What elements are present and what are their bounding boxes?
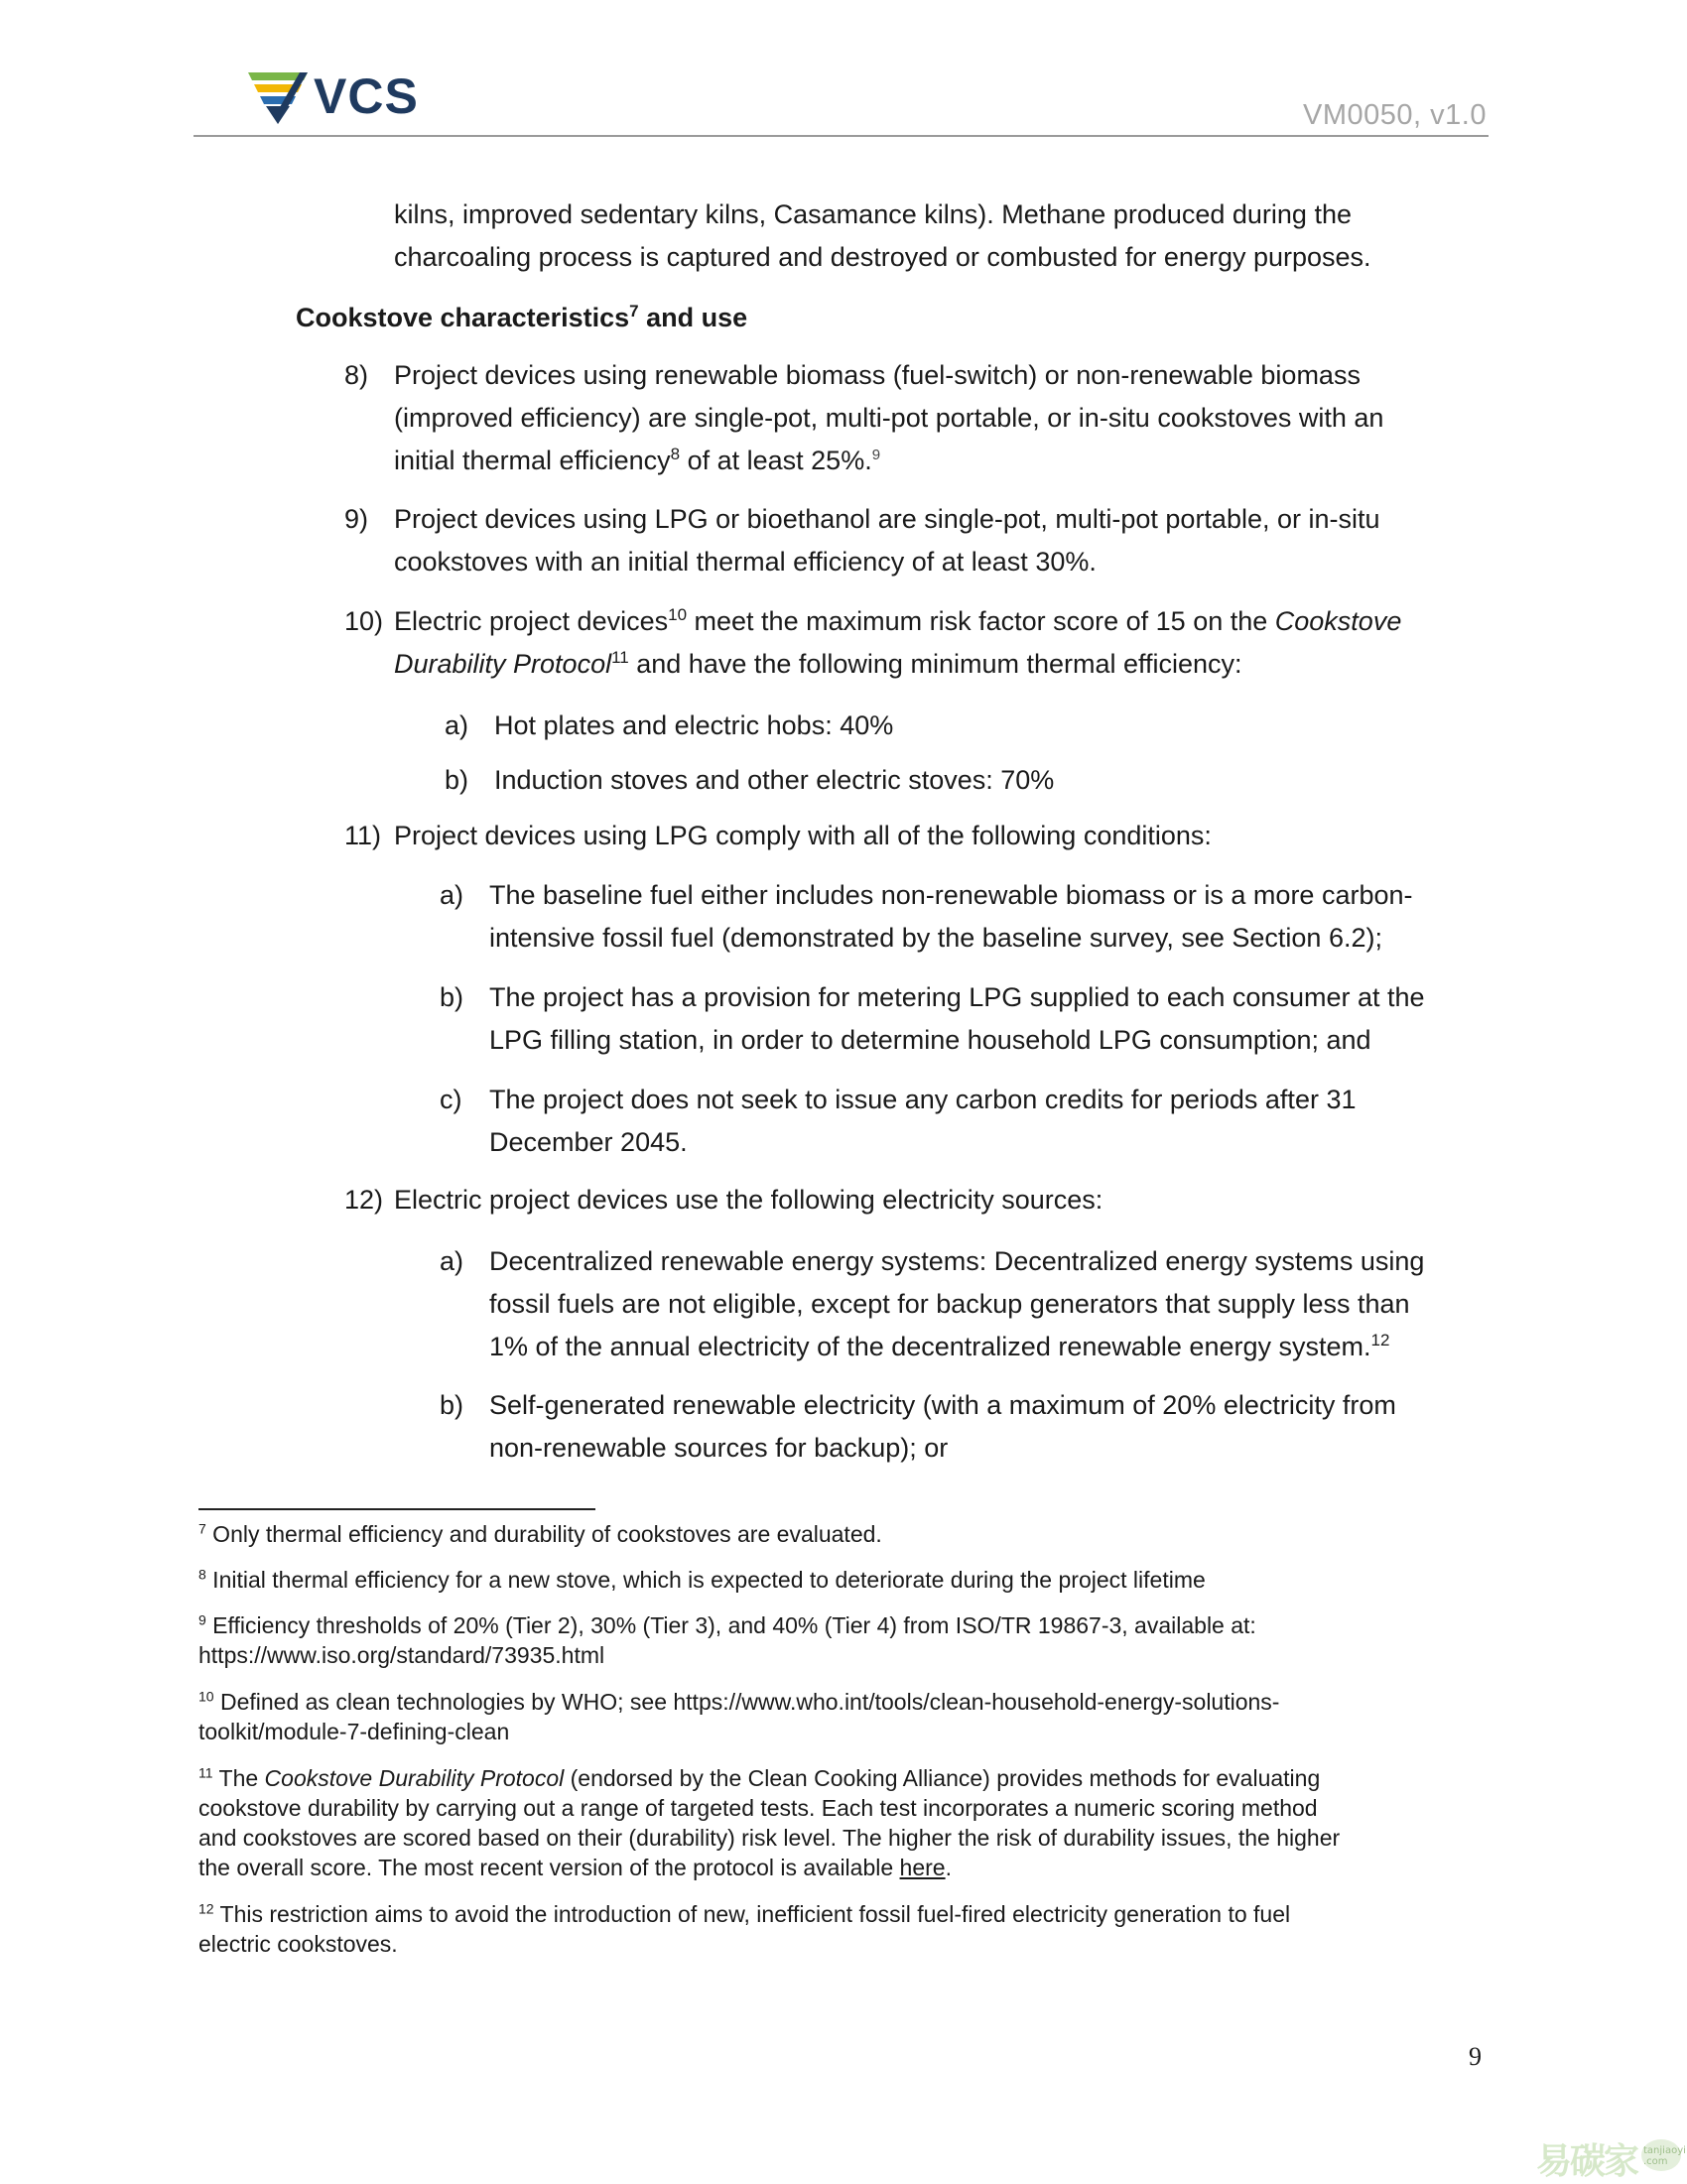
list-item-10: Electric project devices$^{10}$ meet the maximum risk factor score of 15 on the Cookstove Durability Protocol$^{11}$ and have the following minimum thermal efficiency: <box>394 605 1402 679</box>
list-number: 9) <box>344 504 369 534</box>
list-number: 10) <box>344 606 384 636</box>
intro-line: charcoaling process is captured and destroyed or combusted for energy purposes. <box>394 242 1371 272</box>
footnote-8: $^8$ Initial thermal efficiency for a new stove, which is expected to deteriorate during the project lifetime <box>198 1566 1206 1593</box>
logo-text: VCS <box>314 68 419 124</box>
sublist-item: Self-generated renewable electricity (with a maximum of 20% electricity from non-renewable sources for backup); or <box>489 1390 1396 1463</box>
header-divider <box>194 135 1489 137</box>
watermark-domain: tanjiaoyi .com <box>1643 2145 1686 2167</box>
sublist-item: The project does not seek to issue any carbon credits for periods after 31 December 2045. <box>489 1085 1357 1157</box>
footnote-11: $^{11}$ The Cookstove Durability Protocol (endorsed by the Clean Cooking Alliance) provides methods for evaluating cookstove durability by carrying out a range of targeted tests. Each test incorporates a numeric scoring method and cookstoves are scored based on their (durability) risk level. The higher the risk of durability issues, the higher the overall score. The most recent version of the protocol is available here. <box>198 1764 1341 1880</box>
list-number: 12) <box>344 1185 384 1215</box>
sublist-label: a) <box>445 710 469 740</box>
watermark-text: 易碳家 <box>1536 2141 1638 2182</box>
list-item-11: Project devices using LPG comply with all of the following conditions: <box>394 821 1212 850</box>
sublist-item: Hot plates and electric hobs: 40% <box>494 710 894 740</box>
protocol-link[interactable]: here <box>899 1855 946 1880</box>
list-number: 11) <box>344 821 382 850</box>
section-heading: Cookstove characteristics$^7$ and use <box>296 302 748 332</box>
sublist-item: The project has a provision for metering LPG supplied to each consumer at the LPG filling station, in order to determine household LPG consumption; and <box>489 982 1425 1055</box>
footnote-9: $^9$ Efficiency thresholds of 20% (Tier 2), 30% (Tier 3), and 40% (Tier 4) from ISO/TR 19867-3, available at: https://www.iso.org/standard/73935.html <box>198 1611 1256 1668</box>
sublist-label: b) <box>445 765 469 795</box>
page-number: 9 <box>1469 2042 1482 2071</box>
sublist-item: The baseline fuel either includes non-renewable biomass or is a more carbon- intensive fossil fuel (demonstrated by the baseline survey, see Section 6.2); <box>489 880 1413 953</box>
footnote-7: $^7$ Only thermal efficiency and durability of cookstoves are evaluated. <box>198 1520 882 1547</box>
footnote-12: $^{12}$ This restriction aims to avoid the introduction of new, inefficient fossil fuel-fired electricity generation to fuel electric cookstoves. <box>198 1900 1291 1957</box>
intro-paragraph <box>394 193 1371 279</box>
document-id: VM0050, v1.0 <box>1303 99 1487 131</box>
intro-line: kilns, improved sedentary kilns, Casamance kilns). Methane produced during the <box>394 199 1352 229</box>
list-item-9: Project devices using LPG or bioethanol are single-pot, multi-pot portable, or in-situ cookstoves with an initial thermal efficiency of at least 30%. <box>394 504 1380 577</box>
vcs-checkmark-icon <box>248 68 308 124</box>
footnote-10: $^{10}$ Defined as clean technologies by WHO; see https://www.who.int/tools/clean-household-energy-solutions- toolkit/module-7-defining-clean <box>198 1688 1280 1744</box>
vcs-logo <box>248 65 419 127</box>
sublist-label: a) <box>440 880 464 910</box>
list-number: 8) <box>344 360 369 390</box>
list-item-12: Electric project devices use the following electricity sources: <box>394 1185 1103 1215</box>
watermark-logo <box>1536 2133 1685 2181</box>
sublist-item: Decentralized renewable energy systems: Decentralized energy systems using fossil fuels are not eligible, except for backup generators that supply less than 1% of the annual electricity of the decentralized renewable energy system.$^{12}$ <box>489 1246 1425 1361</box>
sublist-item: Induction stoves and other electric stoves: 70% <box>494 765 1055 795</box>
sublist-label: c) <box>440 1085 462 1114</box>
footnote-divider <box>198 1508 595 1510</box>
sublist-label: a) <box>440 1246 464 1276</box>
list-item-8: Project devices using renewable biomass (fuel-switch) or non-renewable biomass (improved efficiency) are single-pot, multi-pot portable, or in-situ cookstoves with an initial thermal efficiency$^8$ of at least 25%.$^9$ <box>394 360 1384 475</box>
sublist-label: b) <box>440 1390 464 1420</box>
sublist-label: b) <box>440 982 464 1012</box>
